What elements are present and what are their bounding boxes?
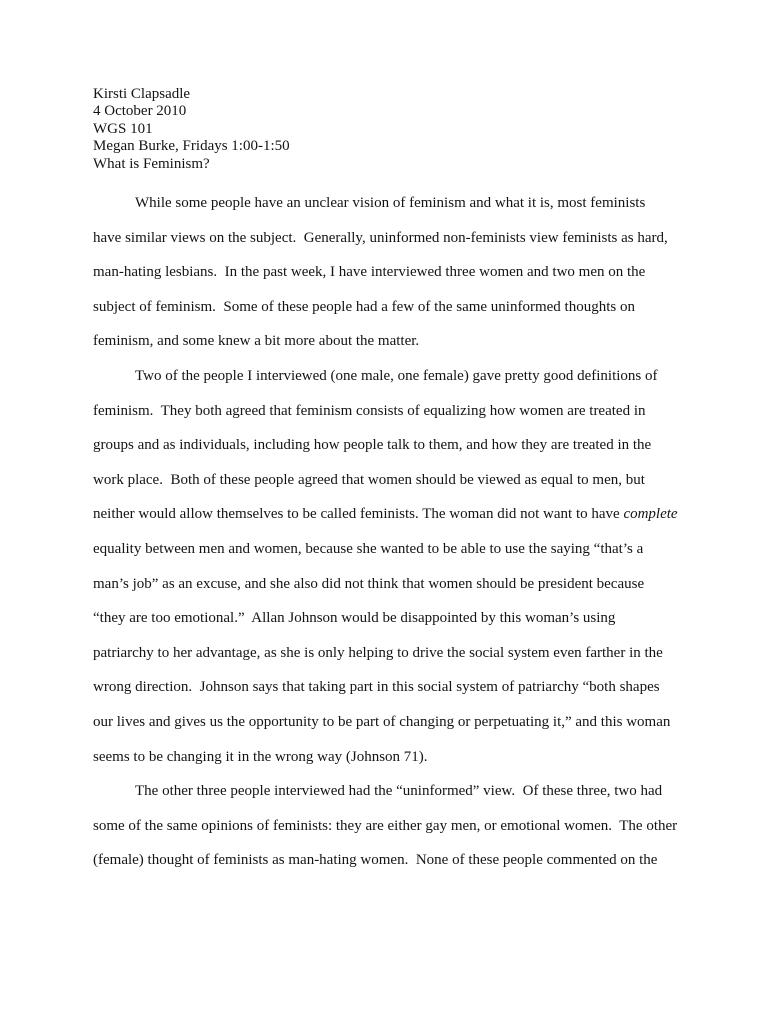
- text-line: [93, 532, 693, 567]
- text-line: [93, 636, 693, 671]
- text-segment: While some people have an unclear vision of feminism and what it is, most feminists: [135, 195, 646, 211]
- text-line: [93, 428, 693, 463]
- emphasized-text: complete: [623, 506, 678, 523]
- text-line: [93, 567, 693, 602]
- header-line: What is Feminism?: [93, 155, 210, 172]
- text-segment: seems to be changing it in the wrong way (Johnson 71).: [93, 748, 428, 765]
- text-segment: some of the same opinions of feminists: they are either gay men, or emotional women. The other: [93, 817, 678, 834]
- text-segment: wrong direction. Johnson says that taking part in this social system of patriarchy “both shapes: [93, 679, 660, 696]
- header-line: Kirsti Clapsadle: [93, 86, 191, 102]
- text-segment: have similar views on the subject. Generally, uninformed non-feminists view feminists as hard,: [93, 229, 668, 246]
- header-line: WGS 101: [93, 120, 153, 137]
- text-line: [93, 705, 693, 740]
- paragraph: [93, 359, 693, 774]
- paragraph: [93, 186, 693, 359]
- header-line: 4 October 2010: [93, 103, 187, 120]
- text-segment: (female) thought of feminists as man-hating women. None of these people commented on the: [93, 852, 658, 869]
- text-line: [93, 221, 693, 256]
- text-line: [93, 809, 693, 844]
- text-segment: “they are too emotional.” Allan Johnson would be disappointed by this woman’s using: [93, 610, 616, 627]
- text-segment: Two of the people I interviewed (one male, one female) gave pretty good definitions of: [135, 367, 658, 384]
- text-line: [93, 394, 693, 429]
- document-header: [93, 86, 290, 173]
- text-segment: subject of feminism. Some of these people had a few of the same uninformed thoughts on: [93, 298, 635, 315]
- essay-body: [93, 186, 693, 878]
- text-line: [93, 774, 693, 809]
- text-line: [93, 601, 693, 636]
- text-segment: feminism. They both agreed that feminism consists of equalizing how women are treated in: [93, 402, 646, 419]
- text-segment: work place. Both of these people agreed that women should be viewed as equal to men, but: [93, 471, 645, 488]
- text-segment: equality between men and women, because she wanted to be able to use the saying “that’s a: [93, 540, 644, 557]
- text-line: [93, 497, 693, 532]
- text-line: [93, 324, 693, 359]
- paragraph: [93, 774, 693, 878]
- text-segment: The other three people interviewed had the “uninformed” view. Of these three, two had: [135, 783, 663, 800]
- text-segment: groups and as individuals, including how people talk to them, and how they are treated in the: [93, 437, 652, 454]
- text-line: [93, 290, 693, 325]
- text-line: [93, 186, 693, 221]
- text-segment: neither would allow themselves to be called feminists. The woman did not want to have: [93, 506, 624, 523]
- text-segment: feminism, and some knew a bit more about the matter.: [93, 333, 420, 350]
- text-line: [93, 670, 693, 705]
- text-line: [93, 843, 693, 878]
- text-line: [93, 359, 693, 394]
- text-line: [93, 463, 693, 498]
- text-line: [93, 740, 693, 775]
- header-line: Megan Burke, Fridays 1:00-1:50: [93, 138, 290, 155]
- text-line: [93, 255, 693, 290]
- text-segment: man’s job” as an excuse, and she also did not think that women should be president because: [93, 575, 645, 592]
- text-segment: patriarchy to her advantage, as she is only helping to drive the social system even farther in the: [93, 644, 663, 661]
- text-segment: man-hating lesbians. In the past week, I have interviewed three women and two men on the: [93, 264, 646, 281]
- text-segment: our lives and gives us the opportunity to be part of changing or perpetuating it,” and this woman: [93, 713, 671, 730]
